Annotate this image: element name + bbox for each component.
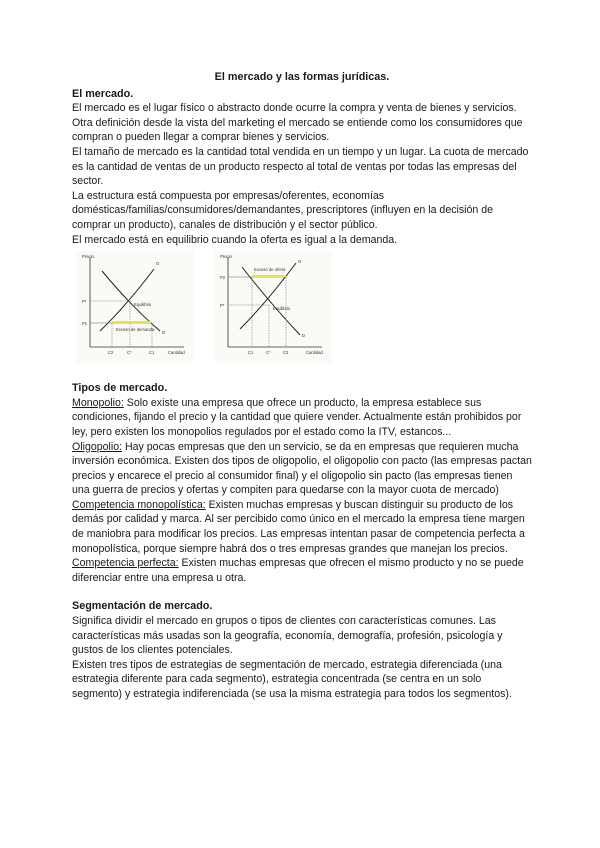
paragraph-mercado-definition: El mercado es el lugar físico o abstracto donde ocurre la compra y venta de bienes y servicios. Otra definición desde la vista del marketing el mercado se entiende como los consumidores que compran o pueden llegar a comprar bienes y servicios.: [72, 102, 523, 144]
heading-segmentacion: Segmentación de mercado.: [72, 600, 213, 613]
paragraph-mercado-equilibrio: El mercado está en equilibrio cuando la oferta es igual a la demanda.: [72, 233, 398, 246]
equilibrium-label: Equilibrio: [134, 302, 152, 308]
supply-demand-figures: [72, 251, 532, 363]
paragraph-competencia-perfecta: [72, 556, 532, 585]
tick-c1: C1: [149, 350, 155, 356]
chart-exceso-demanda: [76, 251, 194, 363]
paragraph-segmentacion-definicion: Significa dividir el mercado en grupos o tipos de clientes con características comunes. Las características más usadas son la geografía, economía, demografía, profesión, psicología y gustos de los clientes potenciales.: [72, 615, 503, 657]
paragraph-oligopolio: [72, 440, 532, 498]
excess-highlight: [252, 275, 286, 277]
price-p2-label: P2: [220, 275, 226, 281]
chart-exceso-oferta: [214, 251, 332, 363]
supply-curve-label: O: [298, 259, 302, 265]
equilibrium-price-label: P*: [220, 303, 225, 309]
figure-exceso-demanda: [76, 251, 194, 368]
document-content: [72, 70, 532, 702]
term-monopolio: Monopolio:: [72, 396, 124, 409]
demand-curve-label: D: [162, 330, 166, 336]
x-axis-label: Cantidad: [306, 350, 323, 356]
paragraph-competencia-monopolistica: [72, 498, 532, 556]
tick-c1: C1: [248, 350, 254, 356]
paragraph-mercado-estructura: La estructura está compuesta por empresas/oferentes, economías domésticas/familias/consumidores/demandantes, prescriptores (influyen en la decisión de comprar un producto), canales de distribución y el sector público.: [72, 189, 494, 231]
term-oligopolio: Oligopolio:: [72, 440, 123, 453]
tick-c-star: C*: [266, 350, 271, 356]
document-title: El mercado y las formas jurídicas.: [214, 71, 390, 83]
heading-mercado: El mercado.: [72, 87, 134, 100]
term-competencia-perfecta: Competencia perfecta:: [72, 557, 179, 570]
demand-curve-label: D: [302, 333, 306, 339]
heading-tipos: Tipos de mercado.: [72, 382, 168, 395]
y-axis-label: Precio: [220, 254, 232, 260]
figure-exceso-oferta: [214, 251, 332, 368]
x-axis-label: Cantidad: [168, 350, 185, 356]
excess-demand-label: Exceso de demanda: [116, 327, 155, 333]
paragraph-mercado-tamano: El tamaño de mercado es la cantidad total vendida en un tiempo y un lugar. La cuota de mercado es la cantidad de ventas de un producto respecto al total de ventas por todas las empresas del sector.: [72, 145, 529, 188]
tick-c2: C2: [108, 350, 114, 356]
equilibrium-price-label: P*: [82, 299, 87, 305]
text-monopolio: Solo existe una empresa que ofrece un producto, la empresa establece sus condiciones, fijando el precio y la cantidad que quiere vender. Actualmente están prohibidos por ley, pero existen los monopolios regulados por el estado como la ITV, estancos...: [72, 396, 522, 438]
text-oligopolio: Hay pocas empresas que den un servicio, se da en empresas que requieren mucha inversión económica. Existen dos tipos de oligopolio, el oligopolio con pacto (las empresas pactan precios y encarece el precio al consumidor final) y el oligopolio sin pacto (las empresas tienen una guerra de precios y ofertas y compiten para quedarse con la mayor cuota de mercado): [72, 440, 532, 497]
text-competencia-monopolistica: Existen muchas empresas y buscan distinguir su producto de los demás por calidad y marca. Al ser percibido como único en el mercado la empresa tiene margen de maniobra para modificar los precios. Las empresas intentan pasar de competencia perfecta a monopolística, porque siempre habrá dos o tres empresas grandes que manejan los precios.: [72, 498, 525, 555]
supply-curve-label: O: [156, 261, 160, 267]
paragraph-segmentacion-estrategias: Existen tres tipos de estrategias de segmentación de mercado, estrategia diferenciada (una estrategia diferente para cada segmento), estrategia concentrada (se centra en un solo segmento) y estrategia indiferenciada (se usa la misma estrategia para todos los segmentos).: [72, 658, 512, 700]
tick-c2: C2: [283, 350, 289, 356]
text-competencia-perfecta: Existen muchas empresas que ofrecen el mismo producto y no se puede diferenciar entre una empresa u otra.: [72, 557, 524, 584]
excess-highlight: [112, 321, 152, 323]
equilibrium-label: Equilibrio: [273, 306, 291, 312]
excess-supply-label: Exceso de oferta: [254, 267, 286, 273]
term-competencia-monopolistica: Competencia monopolística:: [72, 498, 206, 511]
y-axis-label: Precio: [82, 254, 94, 260]
paragraph-monopolio: [72, 396, 532, 440]
price-p1-label: P1: [82, 321, 88, 327]
tick-c-star: C*: [127, 350, 132, 356]
